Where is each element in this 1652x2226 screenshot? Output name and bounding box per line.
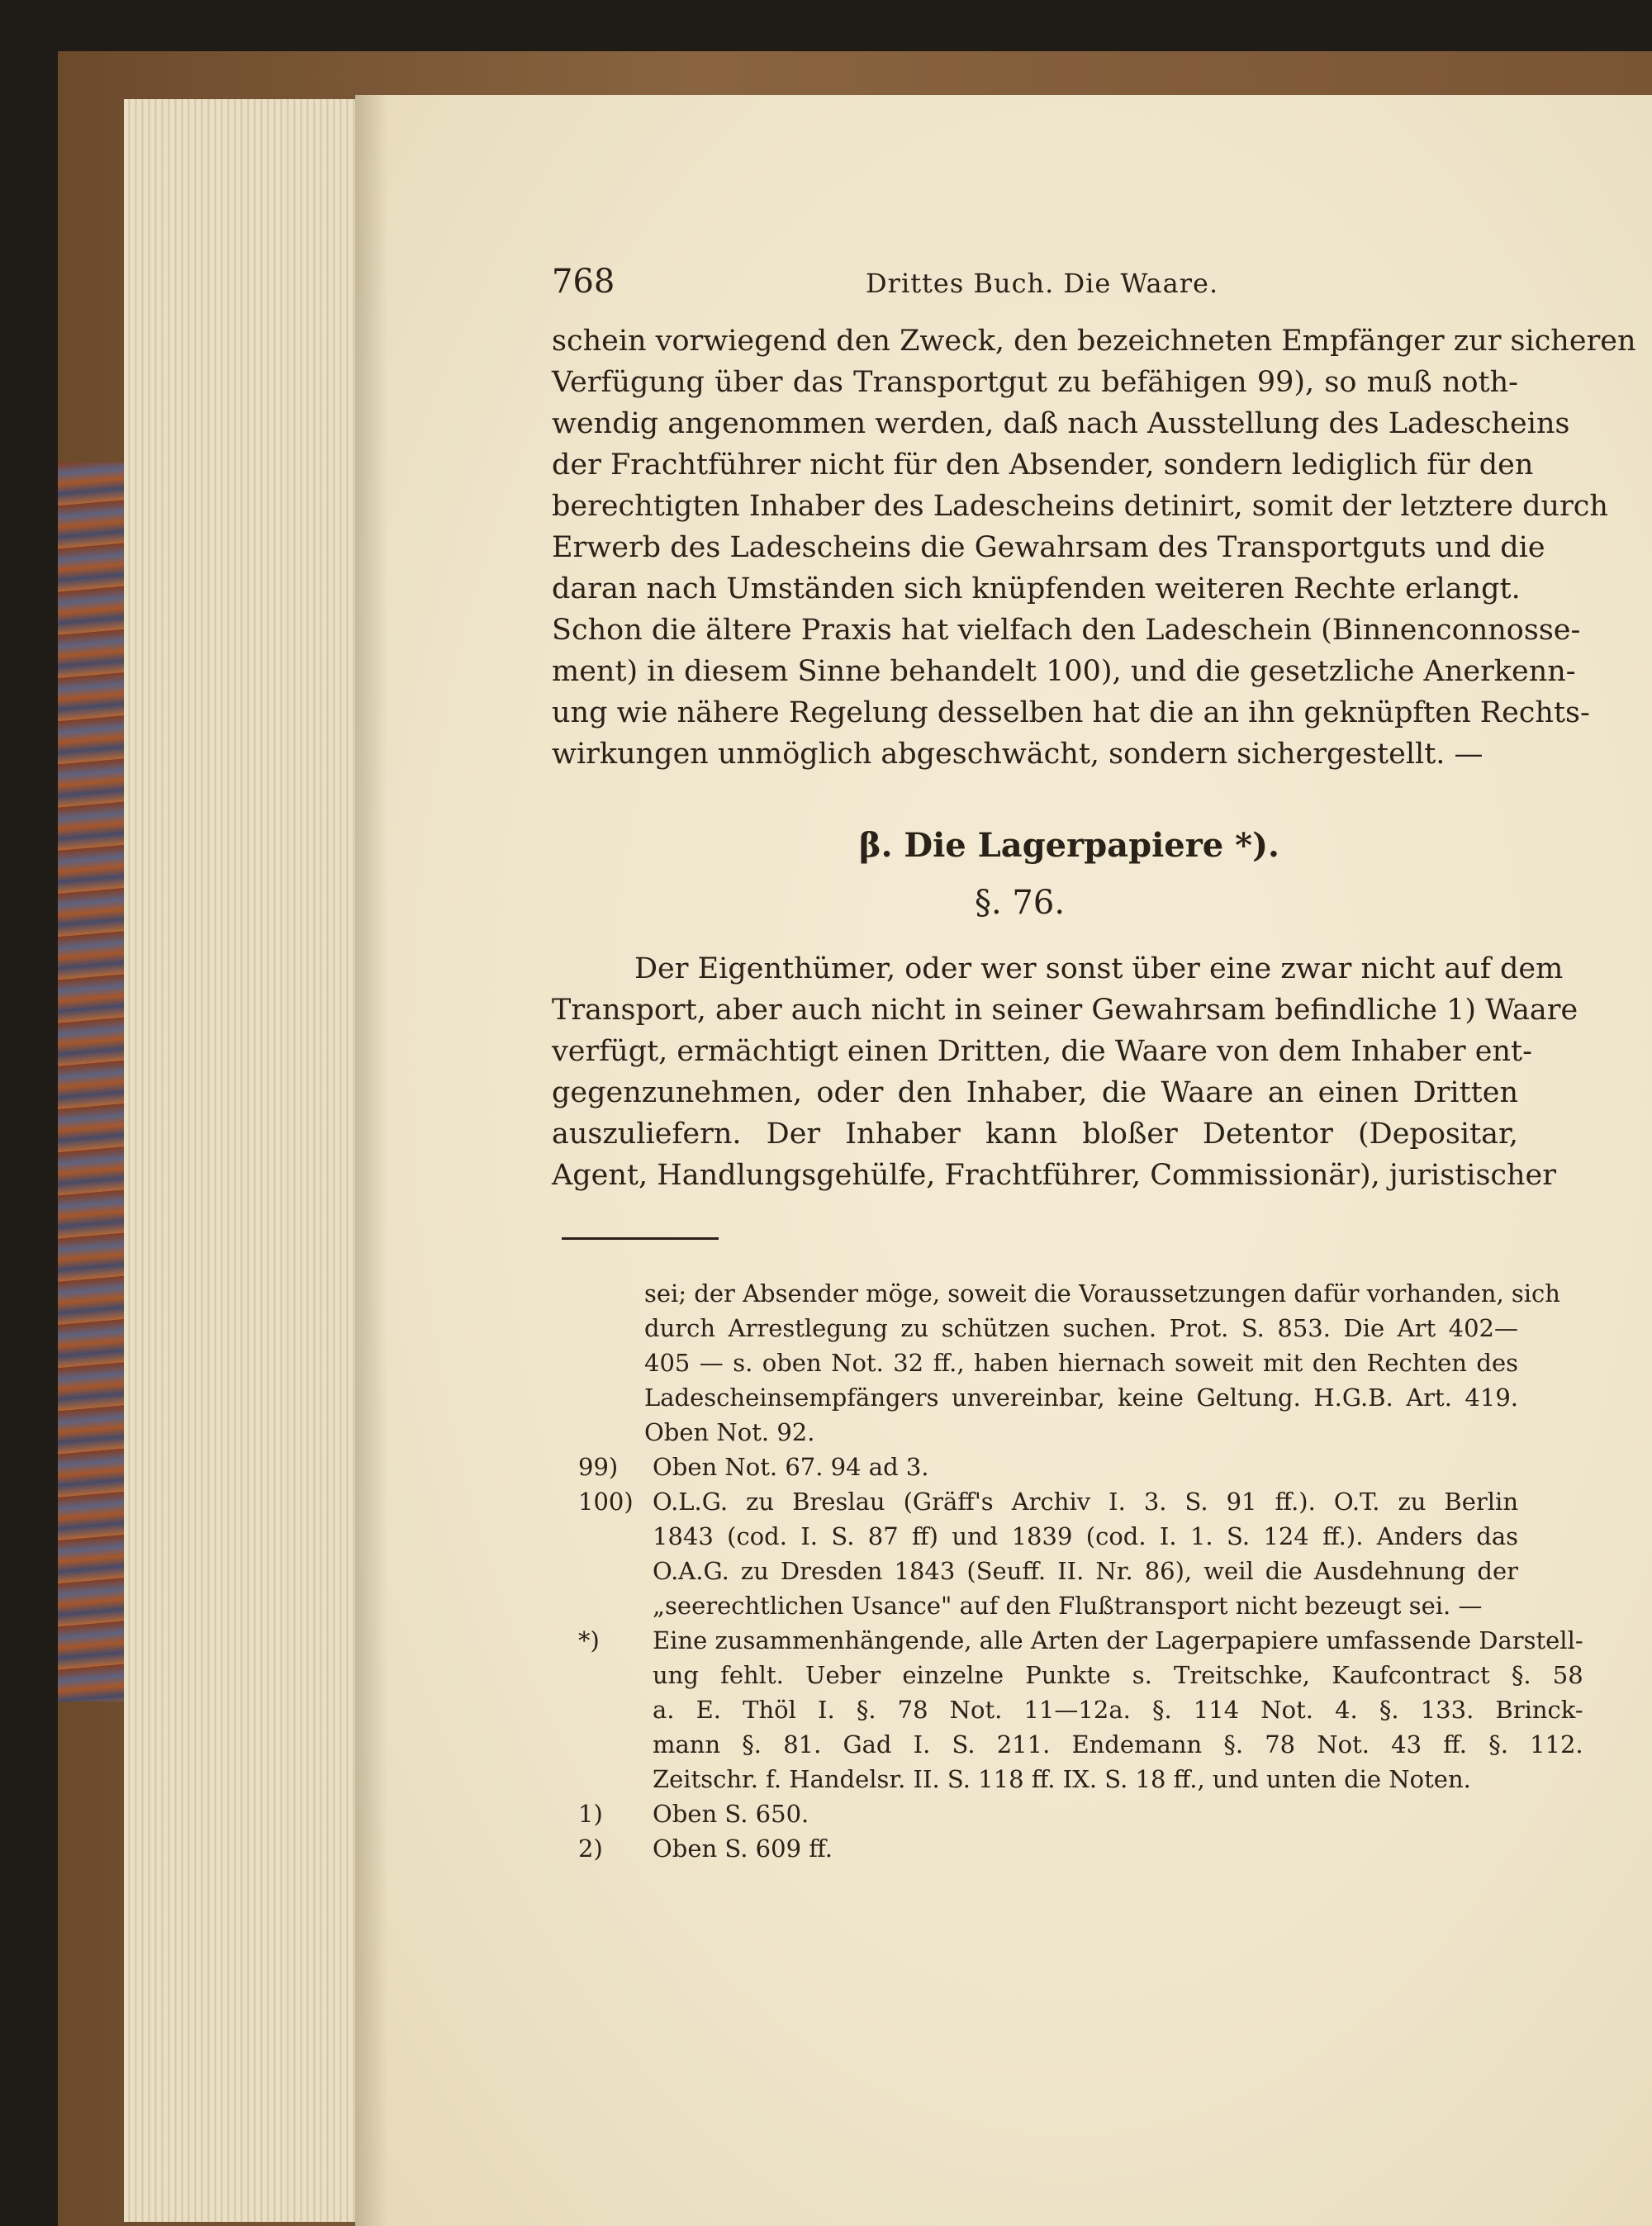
body-text-block (552, 320, 1636, 775)
footnote-line: Eine zusammenhängende, alle Arten der Lagerpapiere umfassende Darstell- (653, 1626, 1583, 1654)
footnote-2 (578, 1831, 1518, 1866)
footnote-label: *) (578, 1626, 600, 1654)
footnote-line: O.L.G. zu Breslau (Gräff's Archiv I. 3. S. 91 ff.). O.T. zu Berlin (653, 1488, 1518, 1516)
section-number: §. 76. (975, 884, 1066, 922)
paragraph-block (552, 948, 1578, 1196)
gutter-shadow (355, 95, 388, 2226)
text-line: wendig angenommen werden, daß nach Ausstellung des Ladescheins (552, 407, 1570, 440)
page-header (552, 263, 1518, 304)
page-edges (124, 99, 363, 2222)
text-line: daran nach Umständen sich knüpfenden weiteren Rechte erlangt. (552, 572, 1521, 605)
footnote-1 (578, 1796, 1518, 1831)
footnote-line: Zeitschr. f. Handelsr. II. S. 118 ff. IX. S. 18 ff., und unten die Noten. (653, 1765, 1471, 1793)
text-line: Schon die ältere Praxis hat vielfach den Ladeschein (Binnenconnosse- (552, 614, 1581, 647)
footnote-line: durch Arrestlegung zu schützen suchen. Prot. S. 853. Die Art 402— (644, 1314, 1518, 1342)
text-line: Agent, Handlungsgehülfe, Frachtführer, Commissionär), juristischer (552, 1159, 1556, 1192)
footnote-line: Oben Not. 67. 94 ad 3. (653, 1453, 929, 1481)
marbled-edge (58, 463, 124, 1702)
section-heading: β. Die Lagerpapiere *). (859, 826, 1279, 865)
footnote-line: Oben Not. 92. (644, 1418, 815, 1446)
footnote-line: mann §. 81. Gad I. S. 211. Endemann §. 78 Not. 43 ff. §. 112. (653, 1730, 1583, 1758)
footnote-label: 99) (578, 1453, 619, 1481)
footnote-line: sei; der Absender möge, soweit die Voraussetzungen dafür vorhanden, sich (644, 1279, 1560, 1308)
footnote-line: „seerechtlichen Usance" auf den Flußtransport nicht bezeugt sei. — (653, 1592, 1483, 1620)
footnote-label: 2) (578, 1834, 603, 1863)
text-line: auszuliefern. Der Inhaber kann bloßer Detentor (Depositar, (552, 1118, 1518, 1151)
footnote-label: 100) (578, 1488, 634, 1516)
text-line: wirkungen unmöglich abgeschwächt, sondern sichergestellt. — (552, 738, 1483, 771)
text-line: der Frachtführer nicht für den Absender, sondern lediglich für den (552, 449, 1534, 482)
text-line: gegenzunehmen, oder den Inhaber, die Waare an einen Dritten (552, 1076, 1518, 1109)
text-line: verfügt, ermächtigt einen Dritten, die Waare von dem Inhaber ent- (552, 1035, 1532, 1068)
text-line: Transport, aber auch nicht in seiner Gewahrsam befindliche 1) Waare (552, 994, 1578, 1027)
footnote-line: O.A.G. zu Dresden 1843 (Seuff. II. Nr. 86), weil die Ausdehnung der (653, 1557, 1518, 1585)
footnote-star (578, 1623, 1583, 1796)
footnote-line: Ladescheinsempfängers unvereinbar, keine Geltung. H.G.B. Art. 419. (644, 1384, 1518, 1412)
footnote-99 (578, 1450, 1518, 1484)
page-number: 768 (552, 263, 615, 301)
text-line: ment) in diesem Sinne behandelt 100), und die gesetzliche Anerkenn- (552, 655, 1576, 688)
text-line: schein vorwiegend den Zweck, den bezeichneten Empfänger zur sicheren (552, 325, 1636, 358)
footnote-label: 1) (578, 1800, 603, 1828)
footnote-line: a. E. Thöl I. §. 78 Not. 11—12a. §. 114 Not. 4. §. 133. Brinck- (653, 1696, 1583, 1724)
text-line: berechtigten Inhaber des Ladescheins detinirt, somit der letztere durch (552, 490, 1608, 523)
footnote-line: ung fehlt. Ueber einzelne Punkte s. Treitschke, Kaufcontract §. 58 (653, 1661, 1583, 1689)
footnotes (578, 1276, 1583, 1866)
footnote-line: 405 — s. oben Not. 32 ff., haben hiernach soweit mit den Rechten des (644, 1349, 1518, 1377)
text-line: Der Eigenthümer, oder wer sonst über eine zwar nicht auf dem (634, 952, 1564, 985)
text-line: ung wie nähere Regelung desselben hat die an ihn geknüpften Rechts- (552, 696, 1590, 729)
footnote-line: 1843 (cod. I. S. 87 ff) und 1839 (cod. I. 1. S. 124 ff.). Anders das (653, 1522, 1518, 1550)
footnote-separator (562, 1237, 719, 1240)
footnote-line: Oben S. 650. (653, 1800, 809, 1828)
text-line: Erwerb des Ladescheins die Gewahrsam des Transportguts und die (552, 531, 1545, 564)
text-line: Verfügung über das Transportgut zu befähigen 99), so muß noth- (552, 366, 1518, 399)
footnote-100 (578, 1484, 1518, 1623)
running-title: Drittes Buch. Die Waare. (866, 268, 1219, 299)
footnote-line: Oben S. 609 ff. (653, 1834, 833, 1863)
